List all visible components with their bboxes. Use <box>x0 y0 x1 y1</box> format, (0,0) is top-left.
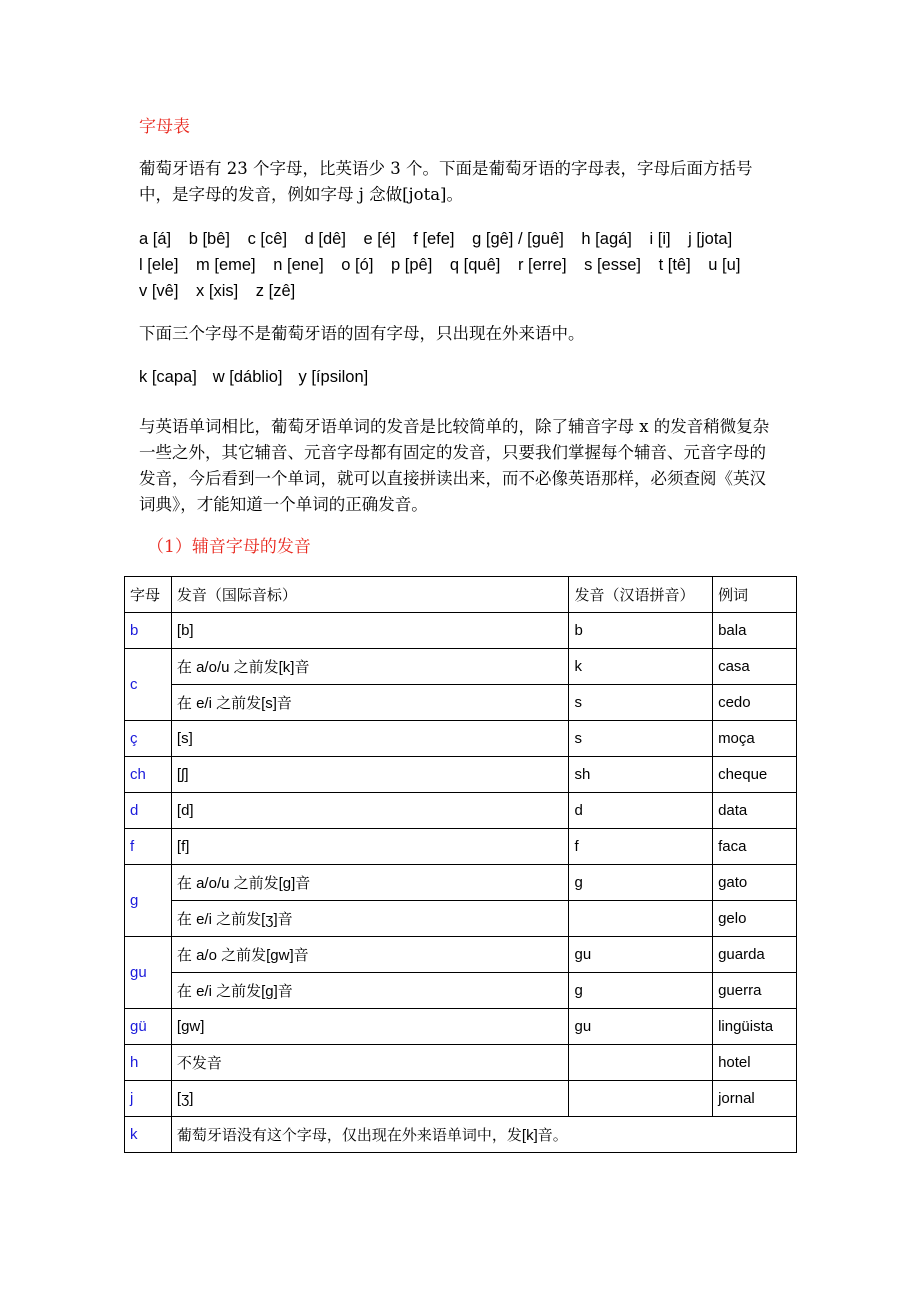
pinyin-cell <box>569 1045 713 1081</box>
table-row <box>125 1009 797 1045</box>
example-cell: moça <box>713 721 797 757</box>
ipa-cell: [d] <box>171 793 569 829</box>
letter-cell: d <box>125 793 172 829</box>
ipa-cell: [ʒ] <box>171 1081 569 1117</box>
table-row <box>125 793 797 829</box>
pinyin-cell: sh <box>569 757 713 793</box>
letter-cell: gü <box>125 1009 172 1045</box>
ipa-cell: [f] <box>171 829 569 865</box>
header-example: 例词 <box>713 577 797 613</box>
alphabet-item: p [pê] <box>391 256 433 274</box>
pinyin-cell: d <box>569 793 713 829</box>
table-row <box>125 721 797 757</box>
alphabet-item: u [u] <box>708 256 741 274</box>
foreign-letters <box>139 368 384 387</box>
table-row <box>125 757 797 793</box>
example-cell: cedo <box>713 685 797 721</box>
alphabet-item: f [efe] <box>413 230 455 248</box>
alphabet-item: l [ele] <box>139 256 179 274</box>
pinyin-cell: gu <box>569 1009 713 1045</box>
alphabet-item: q [quê] <box>449 256 501 274</box>
letter-cell: ch <box>125 757 172 793</box>
ipa-cell: [b] <box>171 613 569 649</box>
alphabet-item: a [á] <box>139 230 172 248</box>
letter-cell: c <box>125 649 172 721</box>
table-row <box>125 613 797 649</box>
letter-cell: j <box>125 1081 172 1117</box>
table-row <box>125 973 797 1009</box>
ipa-cell: 在 a/o/u 之前发[k]音 <box>171 649 569 685</box>
table-row <box>125 1081 797 1117</box>
foreign-letter-item: k [capa] <box>139 368 197 386</box>
ipa-cell: [ʃ] <box>171 757 569 793</box>
example-cell: faca <box>713 829 797 865</box>
foreign-letter-item: y [ípsilon] <box>298 368 369 386</box>
table-row <box>125 1117 797 1153</box>
header-letter: 字母 <box>125 577 172 613</box>
letter-cell: ç <box>125 721 172 757</box>
example-cell: cheque <box>713 757 797 793</box>
alphabet-item: e [é] <box>363 230 396 248</box>
table-row <box>125 901 797 937</box>
alphabet-item: h [agá] <box>581 230 632 248</box>
section-title: （1）辅音字母的发音 <box>147 537 311 557</box>
ipa-cell: 在 e/i 之前发[s]音 <box>171 685 569 721</box>
pinyin-cell: s <box>569 685 713 721</box>
letter-cell: gu <box>125 937 172 1009</box>
alphabet-item: v [vê] <box>139 282 179 300</box>
table-row <box>125 1045 797 1081</box>
alphabet-item: i [i] <box>649 230 671 248</box>
header-ipa: 发音（国际音标） <box>171 577 569 613</box>
table-header-row <box>125 577 797 613</box>
alphabet-item: s [esse] <box>584 256 641 274</box>
letter-cell: g <box>125 865 172 937</box>
body-paragraph: 与英语单词相比，葡萄牙语单词的发音是比较简单的，除了辅音字母 x 的发音稍微复杂一些之外，其它辅音、元音字母都有固定的发音，只要我们掌握每个辅音、元音字母的发音，今后看到一个单词，就可以直接拼读出来，而不必像英语那样，必须查阅《英汉词典》，才能知道一个单词的正确发音。 <box>139 417 770 514</box>
pinyin-cell: b <box>569 613 713 649</box>
foreign-note: 下面三个字母不是葡萄牙语的固有字母，只出现在外来语中。 <box>139 324 585 343</box>
example-cell: bala <box>713 613 797 649</box>
letter-cell: b <box>125 613 172 649</box>
pinyin-cell: s <box>569 721 713 757</box>
alphabet-item: m [eme] <box>196 256 256 274</box>
pinyin-cell: g <box>569 865 713 901</box>
example-cell: casa <box>713 649 797 685</box>
ipa-cell: 在 e/i 之前发[g]音 <box>171 973 569 1009</box>
alphabet-item: j [jota] <box>688 230 733 248</box>
pinyin-cell <box>569 901 713 937</box>
pinyin-cell <box>569 1081 713 1117</box>
alphabet-item: d [dê] <box>304 230 346 248</box>
header-pinyin: 发音（汉语拼音） <box>569 577 713 613</box>
pinyin-cell: f <box>569 829 713 865</box>
ipa-cell: 在 a/o 之前发[gw]音 <box>171 937 569 973</box>
ipa-cell: [s] <box>171 721 569 757</box>
example-cell: guerra <box>713 973 797 1009</box>
alphabet-item: c [cê] <box>247 230 288 248</box>
letter-cell: f <box>125 829 172 865</box>
alphabet-item: r [erre] <box>517 256 567 274</box>
alphabet-item: g [gê] / [guê] <box>472 230 564 248</box>
alphabet-item: b [bê] <box>188 230 230 248</box>
example-cell: guarda <box>713 937 797 973</box>
alphabet-list <box>139 226 799 304</box>
ipa-cell: 在 e/i 之前发[ʒ]音 <box>171 901 569 937</box>
ipa-cell: 在 a/o/u 之前发[g]音 <box>171 865 569 901</box>
pinyin-cell: gu <box>569 937 713 973</box>
table-row <box>125 865 797 901</box>
alphabet-item: n [ene] <box>273 256 324 274</box>
table-row <box>125 649 797 685</box>
alphabet-item: z [zê] <box>255 282 296 300</box>
page-title: 字母表 <box>139 117 190 137</box>
example-cell: hotel <box>713 1045 797 1081</box>
note-cell: 葡萄牙语没有这个字母，仅出现在外来语单词中，发[k]音。 <box>171 1117 796 1153</box>
alphabet-item: t [tê] <box>658 256 691 274</box>
intro-paragraph: 葡萄牙语有 23 个字母，比英语少 3 个。下面是葡萄牙语的字母表，字母后面方括号中，是字母的发音，例如字母 j 念做[jota]。 <box>139 159 753 204</box>
table-row <box>125 937 797 973</box>
foreign-letter-item: w [dáblio] <box>212 368 283 386</box>
letter-cell: h <box>125 1045 172 1081</box>
pinyin-cell: k <box>569 649 713 685</box>
table-row <box>125 829 797 865</box>
ipa-cell: 不发音 <box>171 1045 569 1081</box>
example-cell: lingüista <box>713 1009 797 1045</box>
consonant-table <box>124 576 797 1153</box>
alphabet-item: x [xis] <box>196 282 239 300</box>
ipa-cell: [gw] <box>171 1009 569 1045</box>
table-row <box>125 685 797 721</box>
letter-cell: k <box>125 1117 172 1153</box>
alphabet-item: o [ó] <box>341 256 374 274</box>
example-cell: gato <box>713 865 797 901</box>
example-cell: jornal <box>713 1081 797 1117</box>
example-cell: data <box>713 793 797 829</box>
example-cell: gelo <box>713 901 797 937</box>
pinyin-cell: g <box>569 973 713 1009</box>
